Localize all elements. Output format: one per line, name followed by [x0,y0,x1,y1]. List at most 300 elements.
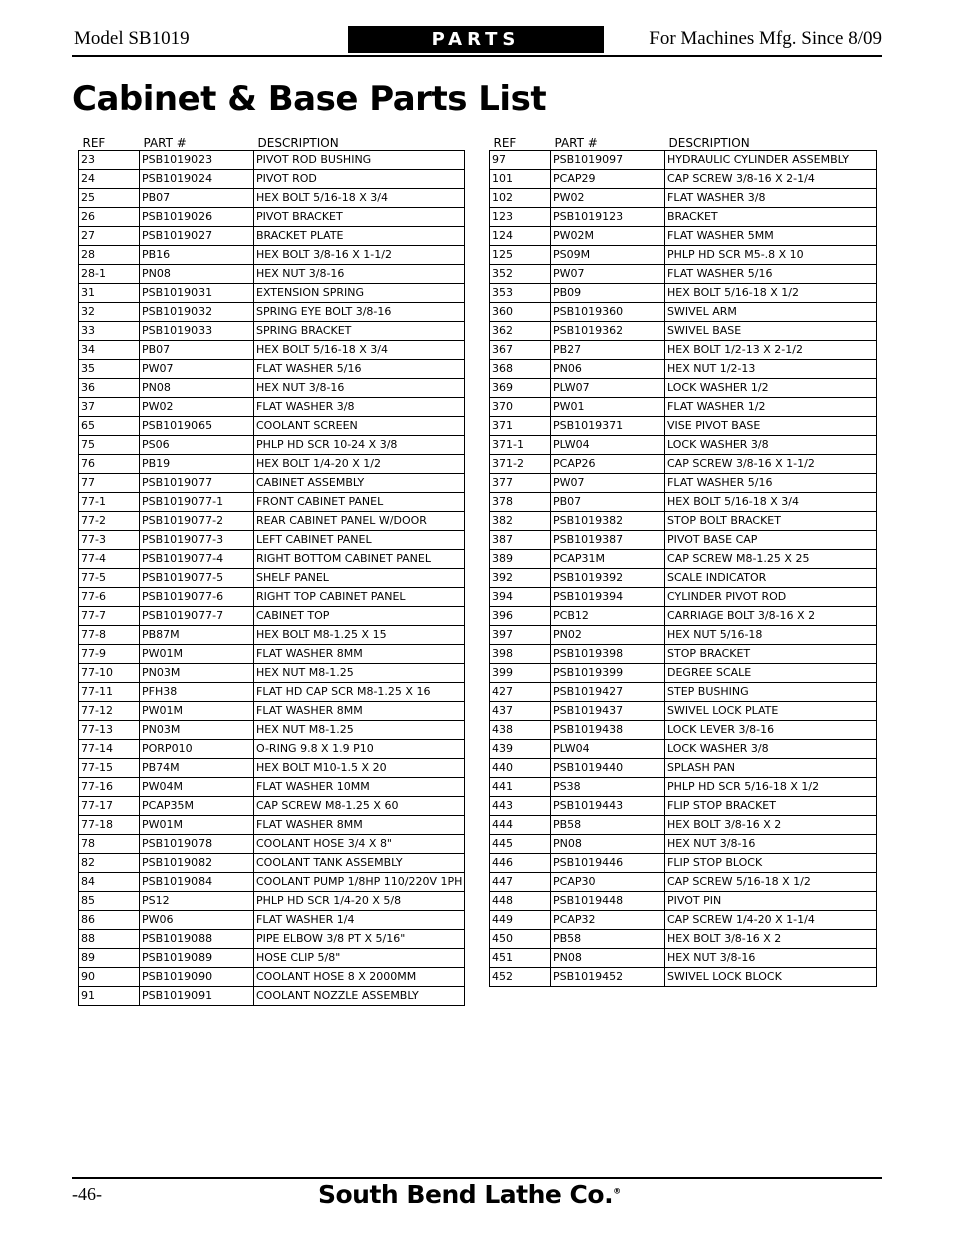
table-row [79,322,465,341]
description-cell: HEX NUT M8-1.25 [254,664,465,683]
table-row [490,474,877,493]
ref-cell: 65 [79,417,140,436]
description-cell: CARRIAGE BOLT 3/8-16 X 2 [665,607,877,626]
description-cell: PIVOT PIN [665,892,877,911]
part-number-cell: PLW07 [551,379,665,398]
table-row [79,778,465,797]
part-number-cell: PSB1019443 [551,797,665,816]
part-number-cell: PW01M [140,702,254,721]
ref-cell: 392 [490,569,551,588]
part-number-cell: PSB1019097 [551,151,665,170]
ref-cell: 450 [490,930,551,949]
table-row [79,436,465,455]
description-cell: STEP BUSHING [665,683,877,702]
table-row [490,645,877,664]
ref-cell: 370 [490,398,551,417]
table-row [490,246,877,265]
description-cell: DEGREE SCALE [665,664,877,683]
ref-cell: 77-10 [79,664,140,683]
table-row [490,873,877,892]
ref-cell: 445 [490,835,551,854]
part-number-cell: PSB1019362 [551,322,665,341]
part-number-cell: PW07 [551,474,665,493]
part-number-cell: PSB1019026 [140,208,254,227]
table-row [79,417,465,436]
ref-cell: 26 [79,208,140,227]
ref-cell: 25 [79,189,140,208]
ref-cell: 368 [490,360,551,379]
part-number-cell: PS12 [140,892,254,911]
ref-cell: 427 [490,683,551,702]
table-row [79,702,465,721]
part-number-cell: PSB1019392 [551,569,665,588]
description-cell: FLAT WASHER 3/8 [254,398,465,417]
table-row [490,227,877,246]
description-cell: CABINET ASSEMBLY [254,474,465,493]
ref-cell: 441 [490,778,551,797]
part-number-cell: PB07 [551,493,665,512]
table-row [79,740,465,759]
ref-cell: 77-18 [79,816,140,835]
description-cell: HEX NUT 3/8-16 [254,265,465,284]
part-number-cell: PN06 [551,360,665,379]
table-row [490,797,877,816]
ref-cell: 35 [79,360,140,379]
part-number-cell: PSB1019089 [140,949,254,968]
ref-cell: 451 [490,949,551,968]
part-number-cell: PW02 [140,398,254,417]
part-number-cell: PS38 [551,778,665,797]
part-number-cell: PSB1019437 [551,702,665,721]
parts-table-right-body [490,151,877,987]
description-cell: SWIVEL ARM [665,303,877,322]
ref-cell: 123 [490,208,551,227]
description-cell: PIVOT ROD BUSHING [254,151,465,170]
part-number-cell: PB87M [140,626,254,645]
table-row [79,512,465,531]
table-row [79,664,465,683]
description-cell: FLIP STOP BLOCK [665,854,877,873]
part-number-cell: PSB1019394 [551,588,665,607]
description-cell: HEX BOLT 5/16-18 X 1/2 [665,284,877,303]
ref-cell: 32 [79,303,140,322]
table-row [490,626,877,645]
table-row [79,873,465,892]
part-number-cell: PCAP35M [140,797,254,816]
part-number-cell: PB07 [140,341,254,360]
table-row [79,968,465,987]
part-number-cell: PB19 [140,455,254,474]
table-row [79,189,465,208]
table-row [490,189,877,208]
table-row [79,721,465,740]
part-number-cell: PSB1019123 [551,208,665,227]
table-row [79,303,465,322]
table-row [79,208,465,227]
ref-cell: 387 [490,531,551,550]
table-row [490,664,877,683]
ref-cell: 77-1 [79,493,140,512]
part-number-cell: PW07 [551,265,665,284]
part-number-cell: PSB1019077-6 [140,588,254,607]
part-number-cell: PSB1019031 [140,284,254,303]
description-cell: HEX BOLT 3/8-16 X 1-1/2 [254,246,465,265]
ref-cell: 447 [490,873,551,892]
table-row [79,151,465,170]
table-row [490,550,877,569]
description-cell: LOCK WASHER 1/2 [665,379,877,398]
part-number-cell: PB27 [551,341,665,360]
ref-cell: 77-2 [79,512,140,531]
table-row [490,265,877,284]
description-cell: FLAT WASHER 5MM [665,227,877,246]
ref-cell: 97 [490,151,551,170]
table-row [490,949,877,968]
registered-mark: ® [613,1186,621,1196]
table-row [490,607,877,626]
description-cell: FLAT WASHER 8MM [254,645,465,664]
ref-cell: 77-16 [79,778,140,797]
table-row [490,341,877,360]
part-number-cell: PSB1019452 [551,968,665,987]
ref-cell: 399 [490,664,551,683]
footer-divider [72,1177,882,1179]
description-cell: BRACKET [665,208,877,227]
description-cell: FLAT WASHER 8MM [254,816,465,835]
ref-cell: 102 [490,189,551,208]
description-cell: PHLP HD SCR 5/16-18 X 1/2 [665,778,877,797]
description-cell: CAP SCREW M8-1.25 X 25 [665,550,877,569]
part-number-cell: PSB1019360 [551,303,665,322]
part-number-cell: PSB1019033 [140,322,254,341]
part-number-cell: PB58 [551,930,665,949]
ref-cell: 34 [79,341,140,360]
ref-cell: 77-12 [79,702,140,721]
part-number-cell: PSB1019078 [140,835,254,854]
description-cell: FLAT WASHER 8MM [254,702,465,721]
description-cell: CAP SCREW M8-1.25 X 60 [254,797,465,816]
brand-name: South Bend Lathe Co. [318,1180,614,1209]
ref-cell: 24 [79,170,140,189]
part-number-cell: PSB1019082 [140,854,254,873]
ref-cell: 31 [79,284,140,303]
table-row [490,455,877,474]
table-row [79,645,465,664]
table-row [490,816,877,835]
table-row [79,379,465,398]
table-row [79,911,465,930]
model-label: Model SB1019 [74,28,190,49]
description-cell: CAP SCREW 5/16-18 X 1/2 [665,873,877,892]
part-number-cell: PLW04 [551,436,665,455]
ref-cell: 77-5 [79,569,140,588]
table-row [79,474,465,493]
description-cell: FLAT WASHER 10MM [254,778,465,797]
description-cell: SWIVEL LOCK PLATE [665,702,877,721]
table-row [490,778,877,797]
ref-cell: 28 [79,246,140,265]
table-row [490,284,877,303]
description-cell: PIPE ELBOW 3/8 PT X 5/16" [254,930,465,949]
table-row [490,721,877,740]
ref-cell: 394 [490,588,551,607]
description-cell: PHLP HD SCR 1/4-20 X 5/8 [254,892,465,911]
brand-logo [318,1180,621,1209]
description-cell: FLAT HD CAP SCR M8-1.25 X 16 [254,683,465,702]
table-row [490,379,877,398]
table-row [490,398,877,417]
part-number-cell: PLW04 [551,740,665,759]
table-row [79,398,465,417]
part-number-cell: PSB1019438 [551,721,665,740]
part-number-cell: PN08 [551,835,665,854]
part-number-cell: PSB1019091 [140,987,254,1006]
column-header-part: PART # [143,136,187,150]
description-cell: SWIVEL LOCK BLOCK [665,968,877,987]
part-number-cell: PS06 [140,436,254,455]
ref-cell: 77-4 [79,550,140,569]
ref-cell: 76 [79,455,140,474]
ref-cell: 369 [490,379,551,398]
part-number-cell: PW02M [551,227,665,246]
part-number-cell: PN08 [140,379,254,398]
part-number-cell: PSB1019023 [140,151,254,170]
table-row [490,417,877,436]
part-number-cell: PN08 [140,265,254,284]
ref-cell: 91 [79,987,140,1006]
column-header-description: DESCRIPTION [668,136,750,150]
ref-cell: 367 [490,341,551,360]
ref-cell: 77-7 [79,607,140,626]
table-row [490,151,877,170]
table-row [490,170,877,189]
description-cell: BRACKET PLATE [254,227,465,246]
table-row [79,759,465,778]
ref-cell: 82 [79,854,140,873]
ref-cell: 371-1 [490,436,551,455]
part-number-cell: PS09M [551,246,665,265]
ref-cell: 77-11 [79,683,140,702]
ref-cell: 28-1 [79,265,140,284]
table-row [490,930,877,949]
ref-cell: 77-17 [79,797,140,816]
part-number-cell: PSB1019077-5 [140,569,254,588]
ref-cell: 37 [79,398,140,417]
part-number-cell: PSB1019448 [551,892,665,911]
ref-cell: 77-8 [79,626,140,645]
part-number-cell: PCB12 [551,607,665,626]
description-cell: HEX BOLT 3/8-16 X 2 [665,816,877,835]
description-cell: HEX NUT 3/8-16 [665,949,877,968]
part-number-cell: PCAP32 [551,911,665,930]
ref-cell: 362 [490,322,551,341]
ref-cell: 437 [490,702,551,721]
table-row [79,816,465,835]
description-cell: FRONT CABINET PANEL [254,493,465,512]
ref-cell: 77-9 [79,645,140,664]
part-number-cell: PSB1019399 [551,664,665,683]
section-banner: PARTS [348,26,604,53]
description-cell: LOCK WASHER 3/8 [665,436,877,455]
table-header-row [490,131,877,151]
part-number-cell: PSB1019077-3 [140,531,254,550]
table-row [79,170,465,189]
ref-cell: 77-6 [79,588,140,607]
column-header-ref: REF [82,136,106,150]
table-row [79,949,465,968]
description-cell: HEX BOLT 3/8-16 X 2 [665,930,877,949]
description-cell: COOLANT PUMP 1/8HP 110/220V 1PH [254,873,465,892]
part-number-cell: PSB1019382 [551,512,665,531]
ref-cell: 33 [79,322,140,341]
part-number-cell: PSB1019077 [140,474,254,493]
page-number: -46- [72,1184,102,1204]
description-cell: FLAT WASHER 1/4 [254,911,465,930]
ref-cell: 377 [490,474,551,493]
ref-cell: 389 [490,550,551,569]
table-row [79,284,465,303]
part-number-cell: PSB1019398 [551,645,665,664]
description-cell: PHLP HD SCR M5-.8 X 10 [665,246,877,265]
part-number-cell: PW02 [551,189,665,208]
description-cell: HEX BOLT 1/2-13 X 2-1/2 [665,341,877,360]
column-header-part: PART # [554,136,598,150]
description-cell: STOP BOLT BRACKET [665,512,877,531]
description-cell: CYLINDER PIVOT ROD [665,588,877,607]
description-cell: HEX BOLT 5/16-18 X 3/4 [254,341,465,360]
description-cell: RIGHT BOTTOM CABINET PANEL [254,550,465,569]
table-row [79,797,465,816]
manufacture-date-label: For Machines Mfg. Since 8/09 [649,28,882,49]
table-row [79,588,465,607]
table-row [79,835,465,854]
ref-cell: 353 [490,284,551,303]
description-cell: EXTENSION SPRING [254,284,465,303]
ref-cell: 440 [490,759,551,778]
ref-cell: 443 [490,797,551,816]
description-cell: SHELF PANEL [254,569,465,588]
description-cell: HEX BOLT M10-1.5 X 20 [254,759,465,778]
part-number-cell: PCAP26 [551,455,665,474]
table-row [79,550,465,569]
column-header-description: DESCRIPTION [257,136,339,150]
table-row [490,569,877,588]
description-cell: CABINET TOP [254,607,465,626]
part-number-cell: PN03M [140,664,254,683]
ref-cell: 84 [79,873,140,892]
description-cell: FLIP STOP BRACKET [665,797,877,816]
ref-cell: 378 [490,493,551,512]
table-row [79,341,465,360]
ref-cell: 449 [490,911,551,930]
table-row [490,588,877,607]
ref-cell: 23 [79,151,140,170]
table-row [490,968,877,987]
description-cell: COOLANT NOZZLE ASSEMBLY [254,987,465,1006]
table-row [490,835,877,854]
description-cell: SPRING BRACKET [254,322,465,341]
ref-cell: 88 [79,930,140,949]
description-cell: HEX NUT 3/8-16 [254,379,465,398]
part-number-cell: PB07 [140,189,254,208]
table-row [490,512,877,531]
description-cell: LOCK LEVER 3/8-16 [665,721,877,740]
description-cell: LEFT CABINET PANEL [254,531,465,550]
description-cell: HEX NUT 3/8-16 [665,835,877,854]
part-number-cell: PSB1019077-1 [140,493,254,512]
ref-cell: 86 [79,911,140,930]
ref-cell: 36 [79,379,140,398]
part-number-cell: PSB1019427 [551,683,665,702]
part-number-cell: PSB1019077-2 [140,512,254,531]
ref-cell: 27 [79,227,140,246]
part-number-cell: PCAP29 [551,170,665,189]
part-number-cell: PSB1019024 [140,170,254,189]
ref-cell: 77-14 [79,740,140,759]
ref-cell: 77-15 [79,759,140,778]
table-row [79,854,465,873]
description-cell: PIVOT BRACKET [254,208,465,227]
description-cell: CAP SCREW 3/8-16 X 1-1/2 [665,455,877,474]
description-cell: FLAT WASHER 5/16 [254,360,465,379]
ref-cell: 77 [79,474,140,493]
description-cell: PIVOT BASE CAP [665,531,877,550]
ref-cell: 89 [79,949,140,968]
table-row [490,493,877,512]
part-number-cell: PSB1019446 [551,854,665,873]
part-number-cell: PSB1019077-7 [140,607,254,626]
table-header-row [79,131,465,151]
table-row [490,208,877,227]
parts-table-right [489,131,877,987]
part-number-cell: PSB1019077-4 [140,550,254,569]
part-number-cell: PCAP30 [551,873,665,892]
ref-cell: 78 [79,835,140,854]
ref-cell: 398 [490,645,551,664]
description-cell: FLAT WASHER 5/16 [665,474,877,493]
part-number-cell: PB58 [551,816,665,835]
table-row [79,930,465,949]
description-cell: HEX NUT 1/2-13 [665,360,877,379]
ref-cell: 125 [490,246,551,265]
column-header-ref: REF [493,136,517,150]
part-number-cell: PORP010 [140,740,254,759]
part-number-cell: PCAP31M [551,550,665,569]
part-number-cell: PSB1019090 [140,968,254,987]
table-row [490,702,877,721]
description-cell: FLAT WASHER 3/8 [665,189,877,208]
ref-cell: 397 [490,626,551,645]
description-cell: PIVOT ROD [254,170,465,189]
ref-cell: 77-13 [79,721,140,740]
ref-cell: 396 [490,607,551,626]
table-row [79,531,465,550]
description-cell: VISE PIVOT BASE [665,417,877,436]
description-cell: SPRING EYE BOLT 3/8-16 [254,303,465,322]
table-row [490,740,877,759]
table-row [79,683,465,702]
description-cell: STOP BRACKET [665,645,877,664]
part-number-cell: PB09 [551,284,665,303]
description-cell: O-RING 9.8 X 1.9 P10 [254,740,465,759]
part-number-cell: PFH38 [140,683,254,702]
page-header [72,26,882,54]
table-row [490,436,877,455]
description-cell: FLAT WASHER 1/2 [665,398,877,417]
table-row [79,626,465,645]
description-cell: PHLP HD SCR 10-24 X 3/8 [254,436,465,455]
description-cell: HEX NUT 5/16-18 [665,626,877,645]
